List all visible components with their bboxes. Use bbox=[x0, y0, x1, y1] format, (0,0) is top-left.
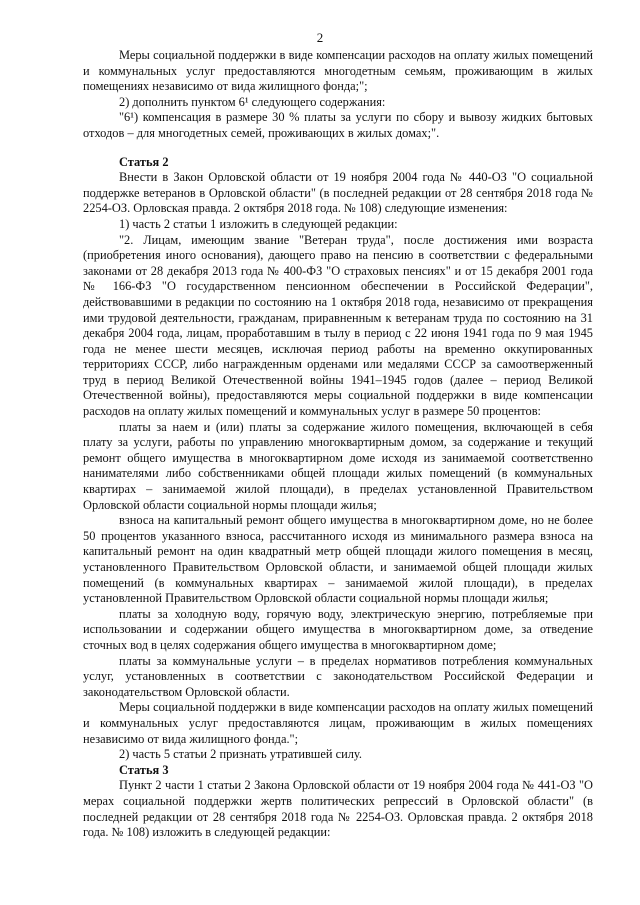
paragraph: взноса на капитальный ремонт общего имущества в многоквартирном доме, но не более 50 процентов указанного взноса, рассчитанного исходя из минимального размера взноса на капитальный ремонт на один квадратный метр общей площади жилого помещения в месяц, установленного Правительством Орловской области, и занимаемой общей площади жилых помещений (в коммунальных квартирах – занимаемой жилой площади), в пределах установленной Правительством Орловской области социальной нормы площади жилья; bbox=[83, 513, 593, 606]
paragraph: "6¹) компенсация в размере 30 % платы за услуги по сбору и вывозу жидких бытовых отходов – для многодетных семей, проживающих в жилых домах;". bbox=[83, 110, 593, 140]
paragraph: "2. Лицам, имеющим звание "Ветеран труда", после достижения ими возраста (приобретения иного основания), дающего право на пенсию в соответствии с федеральными законами от 28 декабря 2013 года № 400-ФЗ "О страховых пенсиях" и от 15 декабря 2001 года № 166-ФЗ "О государственном пенсионном обеспечении в Российской Федерации", действовавшими в редакции по состоянию на 1 октября 2018 года, независимо от прекращения ими трудовой деятельности, гражданам, приравненным к ветеранам труда по состоянию на 31 декабря 2004 года, лицам, проработавшим в тылу в период с 22 июня 1941 года по 9 мая 1945 года не менее шести месяцев, исключая период работы на временно оккупированных территориях СССР, либо награжденным орденами или медалями СССР за самоотверженный труд в период Великой Отечественной войны 1941–1945 годов (далее – период Великой Отечественной войны), предоставляются меры социальной поддержки в виде компенсации расходов на оплату жилых помещений и коммунальных услуг в размере 50 процентов: bbox=[83, 232, 593, 419]
paragraph: 2) дополнить пунктом 6¹ следующего содержания: bbox=[119, 94, 386, 109]
paragraph: платы за холодную воду, горячую воду, электрическую энергию, потребляемые при использовании и содержании общего имущества в многоквартирном доме, за отведение сточных вод в целях содержания общего имущества в многоквартирном доме; bbox=[83, 606, 593, 652]
section-heading: Статья 3 bbox=[119, 762, 169, 777]
page-number: 2 bbox=[316, 30, 324, 45]
paragraph: платы за наем и (или) платы за содержание жилого помещения, включающей в себя плату за услуги, работы по управлению многоквартирным домом, за содержание и текущий ремонт общего имущества в многоквартирном доме исходя из занимаемой соответственно нанимателями либо собственниками общей площади жилых помещений (в коммунальных квартирах – занимаемой жилой площади), в пределах установленной Правительством Орловской области социальной нормы площади жилья; bbox=[83, 419, 593, 512]
section-heading: Статья 2 bbox=[119, 154, 169, 169]
paragraph: Пункт 2 части 1 статьи 2 Закона Орловской области от 19 ноября 2004 года № 441-ОЗ "О мерах социальной поддержки жертв политических репрессий в Орловской области" (в последней редакции от 28 сентября 2018 года № 2254-ОЗ. Орловская правда. 2 октября 2018 года. № 108) изложить в следующей редакции: bbox=[83, 778, 593, 840]
paragraph: 1) часть 2 статьи 1 изложить в следующей редакции: bbox=[119, 216, 398, 231]
paragraph: 2) часть 5 статьи 2 признать утратившей силу. bbox=[119, 747, 362, 762]
paragraph: Внести в Закон Орловской области от 19 ноября 2004 года № 440-ОЗ "О социальной поддержке ветеранов в Орловской области" (в последней редакции от 28 сентября 2018 года № 2254-ОЗ. Орловская правда. 2 октября 2018 года. № 108) следующие изменения: bbox=[83, 170, 593, 216]
paragraph: Меры социальной поддержки в виде компенсации расходов на оплату жилых помещений и коммунальных услуг предоставляются лицам, проживающим в жилых помещениях независимо от вида жилищного фонда."; bbox=[83, 700, 593, 746]
document-body bbox=[83, 48, 593, 841]
paragraph: платы за коммунальные услуги – в пределах нормативов потребления коммунальных услуг, установленных в соответствии с законодательством Российской Федерации и законодательством Орловской области. bbox=[83, 653, 593, 699]
paragraph: Меры социальной поддержки в виде компенсации расходов на оплату жилых помещений и коммунальных услуг предоставляются многодетным семьям, проживающим в жилых помещениях независимо от вида жилищного фонда;"; bbox=[83, 48, 593, 94]
